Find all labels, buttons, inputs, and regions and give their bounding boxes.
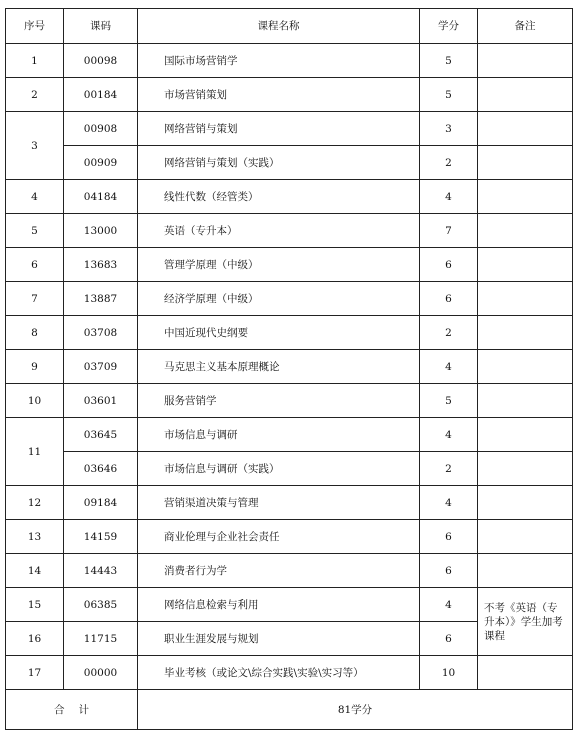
table-row: [6, 282, 573, 316]
note-cell: [478, 418, 573, 452]
credit-cell: 6: [420, 248, 478, 282]
course-name-cell: 服务营销学: [138, 384, 420, 418]
course-name-cell: 毕业考核（或论文\综合实践\实验\实习等）: [138, 656, 420, 690]
seq-cell: 7: [6, 282, 64, 316]
table-row: [6, 554, 573, 588]
credit-cell: 5: [420, 78, 478, 112]
course-name-cell: 市场营销策划: [138, 78, 420, 112]
seq-cell: 15: [6, 588, 64, 622]
seq-cell: 12: [6, 486, 64, 520]
credit-cell: 4: [420, 350, 478, 384]
table-row: [6, 248, 573, 282]
table-row: [6, 486, 573, 520]
seq-cell: 2: [6, 78, 64, 112]
code-cell: 09184: [64, 486, 138, 520]
table-row: [6, 180, 573, 214]
note-cell: [478, 554, 573, 588]
table-row: [6, 214, 573, 248]
course-name-cell: 国际市场营销学: [138, 44, 420, 78]
code-cell: 03645: [64, 418, 138, 452]
credit-cell: 6: [420, 622, 478, 656]
credit-cell: 2: [420, 146, 478, 180]
table-row: [6, 44, 573, 78]
credit-cell: 10: [420, 656, 478, 690]
note-cell: [478, 486, 573, 520]
seq-cell: 16: [6, 622, 64, 656]
code-cell: 00098: [64, 44, 138, 78]
remark-note: 不考《英语（专升本）》学生加考课程: [478, 588, 573, 656]
table-row: [6, 78, 573, 112]
table-row: [6, 112, 573, 146]
code-cell: 14443: [64, 554, 138, 588]
code-cell: 03709: [64, 350, 138, 384]
note-cell: [478, 656, 573, 690]
table-row: [6, 418, 573, 452]
course-name-cell: 线性代数（经管类）: [138, 180, 420, 214]
code-cell: 06385: [64, 588, 138, 622]
table-row: [6, 588, 573, 622]
seq-cell: 10: [6, 384, 64, 418]
note-cell: [478, 384, 573, 418]
seq-cell: 13: [6, 520, 64, 554]
credit-cell: 2: [420, 316, 478, 350]
note-cell: [478, 78, 573, 112]
code-cell: 11715: [64, 622, 138, 656]
course-name-cell: 营销渠道决策与管理: [138, 486, 420, 520]
code-cell: 04184: [64, 180, 138, 214]
course-name-cell: 经济学原理（中级）: [138, 282, 420, 316]
credit-cell: 6: [420, 554, 478, 588]
code-cell: 00908: [64, 112, 138, 146]
credit-cell: 4: [420, 180, 478, 214]
seq-cell: 5: [6, 214, 64, 248]
credit-cell: 7: [420, 214, 478, 248]
credit-cell: 4: [420, 418, 478, 452]
course-name-cell: 商业伦理与企业社会责任: [138, 520, 420, 554]
header-name: 课程名称: [138, 9, 420, 44]
table-row: [6, 656, 573, 690]
code-cell: 03708: [64, 316, 138, 350]
course-name-cell: 市场信息与调研（实践）: [138, 452, 420, 486]
header-credit: 学分: [420, 9, 478, 44]
seq-cell: 1: [6, 44, 64, 78]
course-name-cell: 网络营销与策划: [138, 112, 420, 146]
note-cell: [478, 248, 573, 282]
note-cell: [478, 44, 573, 78]
seq-cell: 14: [6, 554, 64, 588]
code-cell: 14159: [64, 520, 138, 554]
credit-cell: 2: [420, 452, 478, 486]
code-cell: 13683: [64, 248, 138, 282]
credit-cell: 4: [420, 486, 478, 520]
total-label: 合计: [6, 690, 138, 730]
table-row: [6, 384, 573, 418]
seq-cell: 3: [6, 112, 64, 180]
total-row: [6, 690, 573, 730]
table-row: [6, 520, 573, 554]
credit-cell: 6: [420, 282, 478, 316]
course-name-cell: 市场信息与调研: [138, 418, 420, 452]
seq-cell: 6: [6, 248, 64, 282]
header-row: [6, 9, 573, 44]
code-cell: 13887: [64, 282, 138, 316]
credit-cell: 4: [420, 588, 478, 622]
table-row: [6, 350, 573, 384]
seq-cell: 4: [6, 180, 64, 214]
total-value: 81学分: [138, 690, 573, 730]
table-row: [6, 146, 573, 180]
note-cell: [478, 316, 573, 350]
header-note: 备注: [478, 9, 573, 44]
table-row: [6, 452, 573, 486]
header-seq: 序号: [6, 9, 64, 44]
course-name-cell: 消费者行为学: [138, 554, 420, 588]
code-cell: 03601: [64, 384, 138, 418]
header-code: 课码: [64, 9, 138, 44]
note-cell: [478, 520, 573, 554]
credit-cell: 3: [420, 112, 478, 146]
course-name-cell: 职业生涯发展与规划: [138, 622, 420, 656]
course-name-cell: 英语（专升本）: [138, 214, 420, 248]
credit-cell: 6: [420, 520, 478, 554]
course-table: [5, 8, 573, 730]
code-cell: 00000: [64, 656, 138, 690]
note-cell: [478, 282, 573, 316]
code-cell: 00184: [64, 78, 138, 112]
course-name-cell: 管理学原理（中级）: [138, 248, 420, 282]
note-cell: [478, 112, 573, 146]
seq-cell: 8: [6, 316, 64, 350]
code-cell: 13000: [64, 214, 138, 248]
seq-cell: 9: [6, 350, 64, 384]
seq-cell: 17: [6, 656, 64, 690]
note-cell: [478, 350, 573, 384]
course-name-cell: 中国近现代史纲要: [138, 316, 420, 350]
note-cell: [478, 214, 573, 248]
note-cell: [478, 146, 573, 180]
course-name-cell: 网络信息检索与利用: [138, 588, 420, 622]
note-cell: [478, 452, 573, 486]
seq-cell: 11: [6, 418, 64, 486]
credit-cell: 5: [420, 44, 478, 78]
note-cell: [478, 180, 573, 214]
table-row: [6, 316, 573, 350]
credit-cell: 5: [420, 384, 478, 418]
code-cell: 00909: [64, 146, 138, 180]
course-name-cell: 网络营销与策划（实践）: [138, 146, 420, 180]
code-cell: 03646: [64, 452, 138, 486]
course-name-cell: 马克思主义基本原理概论: [138, 350, 420, 384]
